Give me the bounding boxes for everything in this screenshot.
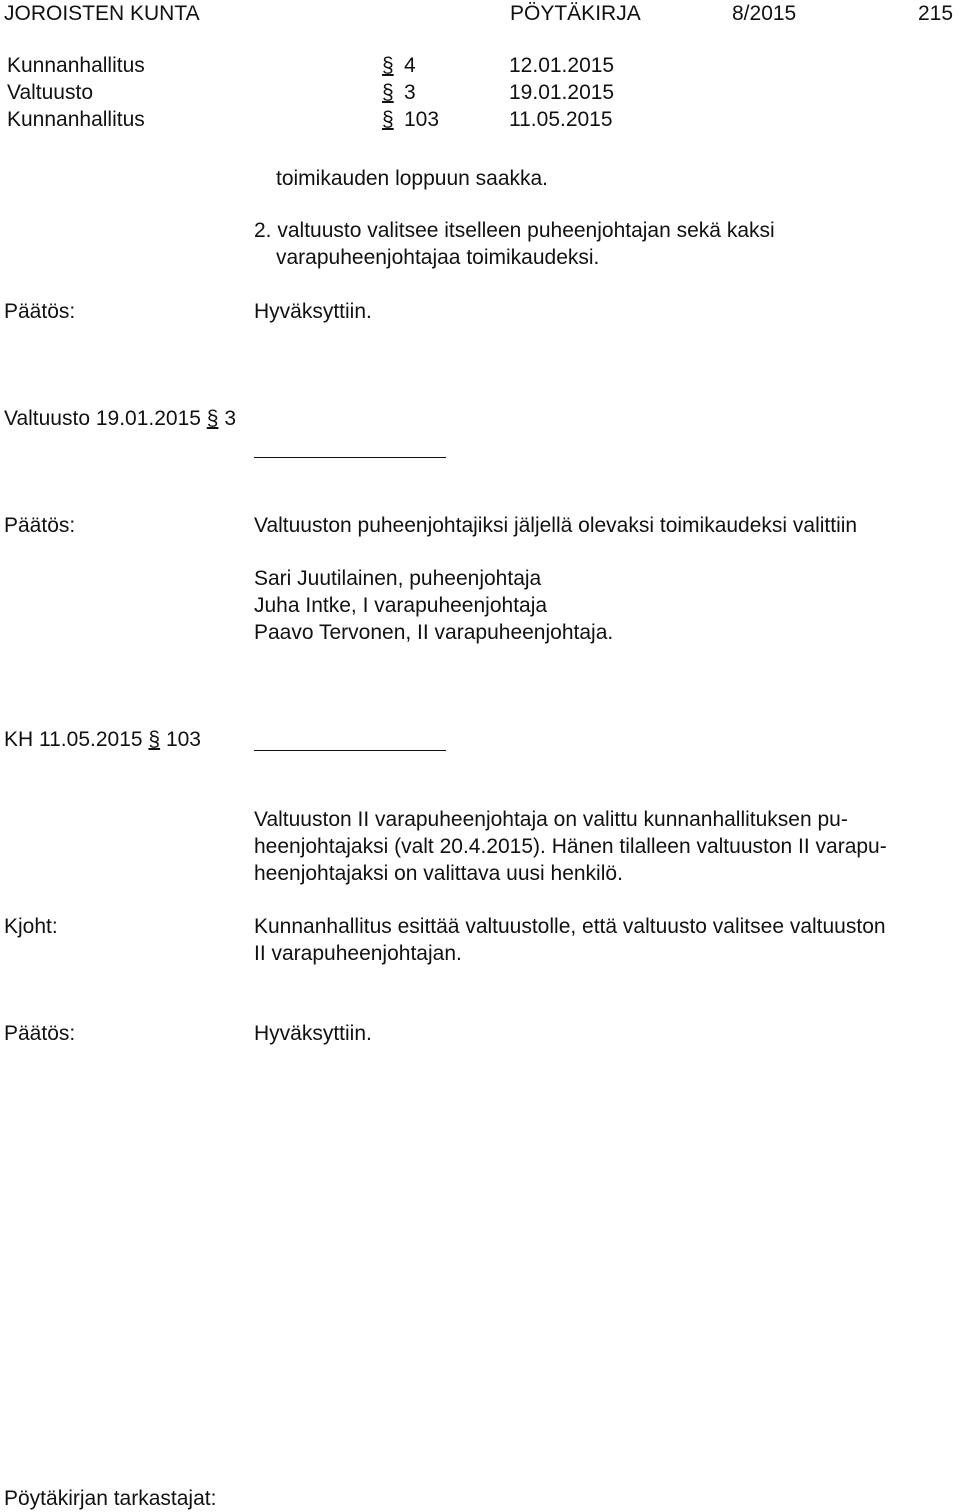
elected-name: Juha Intke, I varapuheenjohtaja [254, 594, 548, 617]
elected-name: Sari Juutilainen, puheenjohtaja [254, 567, 542, 590]
section-symbol: § [148, 728, 161, 751]
section-number: 103 [165, 728, 201, 751]
section-number: 4 [404, 54, 416, 77]
decision-text: Valtuuston puheenjohtajiksi jäljellä olevaksi toimikaudeksi valittiin [254, 514, 858, 537]
signature-rule [254, 750, 446, 751]
decision-label: Päätös: [4, 300, 76, 323]
document-type: PÖYTÄKIRJA [510, 2, 641, 25]
section-heading-date: KH 11.05.2015 [4, 728, 143, 751]
decision-label: Päätös: [4, 514, 76, 537]
decision-text: Hyväksyttiin. [254, 1022, 372, 1045]
document-number: 8/2015 [732, 2, 797, 25]
municipality-name: JOROISTEN KUNTA [4, 2, 200, 25]
body-line: Valtuuston II varapuheenjohtaja on valittu kunnanhallituksen pu- [254, 808, 848, 831]
proposal-label: Kjoht: [4, 915, 58, 938]
section-number: 3 [224, 407, 236, 430]
section-number: 3 [404, 81, 416, 104]
meeting-body: Valtuusto [7, 81, 93, 104]
proposal-line: Kunnanhallitus esittää valtuustolle, että valtuusto valitsee valtuuston [254, 915, 886, 938]
content-line: 2. valtuusto valitsee itselleen puheenjohtajan sekä kaksi [254, 219, 775, 242]
section-heading [4, 406, 236, 432]
meeting-body: Kunnanhallitus [7, 108, 145, 131]
section-symbol: § [382, 81, 394, 104]
section-symbol: § [206, 407, 219, 430]
elected-name: Paavo Tervonen, II varapuheenjohtaja. [254, 621, 614, 644]
meeting-date: 11.05.2015 [509, 108, 613, 131]
section-number: 103 [404, 108, 440, 131]
section-heading [4, 727, 201, 753]
proposal-line: II varapuheenjohtajan. [254, 942, 462, 965]
reviewers-label: Pöytäkirjan tarkastajat: [4, 1487, 217, 1510]
page-number: 215 [918, 2, 954, 25]
body-line: heenjohtajaksi (valt 20.4.2015). Hänen tilalleen valtuuston II varapu- [254, 835, 887, 858]
meeting-body: Kunnanhallitus [7, 54, 145, 77]
section-symbol: § [382, 54, 394, 77]
decision-text: Hyväksyttiin. [254, 300, 372, 323]
body-line: heenjohtajaksi on valittava uusi henkilö. [254, 862, 623, 885]
content-line: varapuheenjohtajaa toimikaudeksi. [276, 246, 600, 269]
decision-label: Päätös: [4, 1022, 76, 1045]
content-line: toimikauden loppuun saakka. [276, 167, 549, 190]
signature-rule [254, 457, 446, 458]
meeting-date: 12.01.2015 [509, 54, 615, 77]
section-heading-date: Valtuusto 19.01.2015 [4, 407, 201, 430]
section-symbol: § [382, 108, 394, 131]
meeting-date: 19.01.2015 [509, 81, 615, 104]
